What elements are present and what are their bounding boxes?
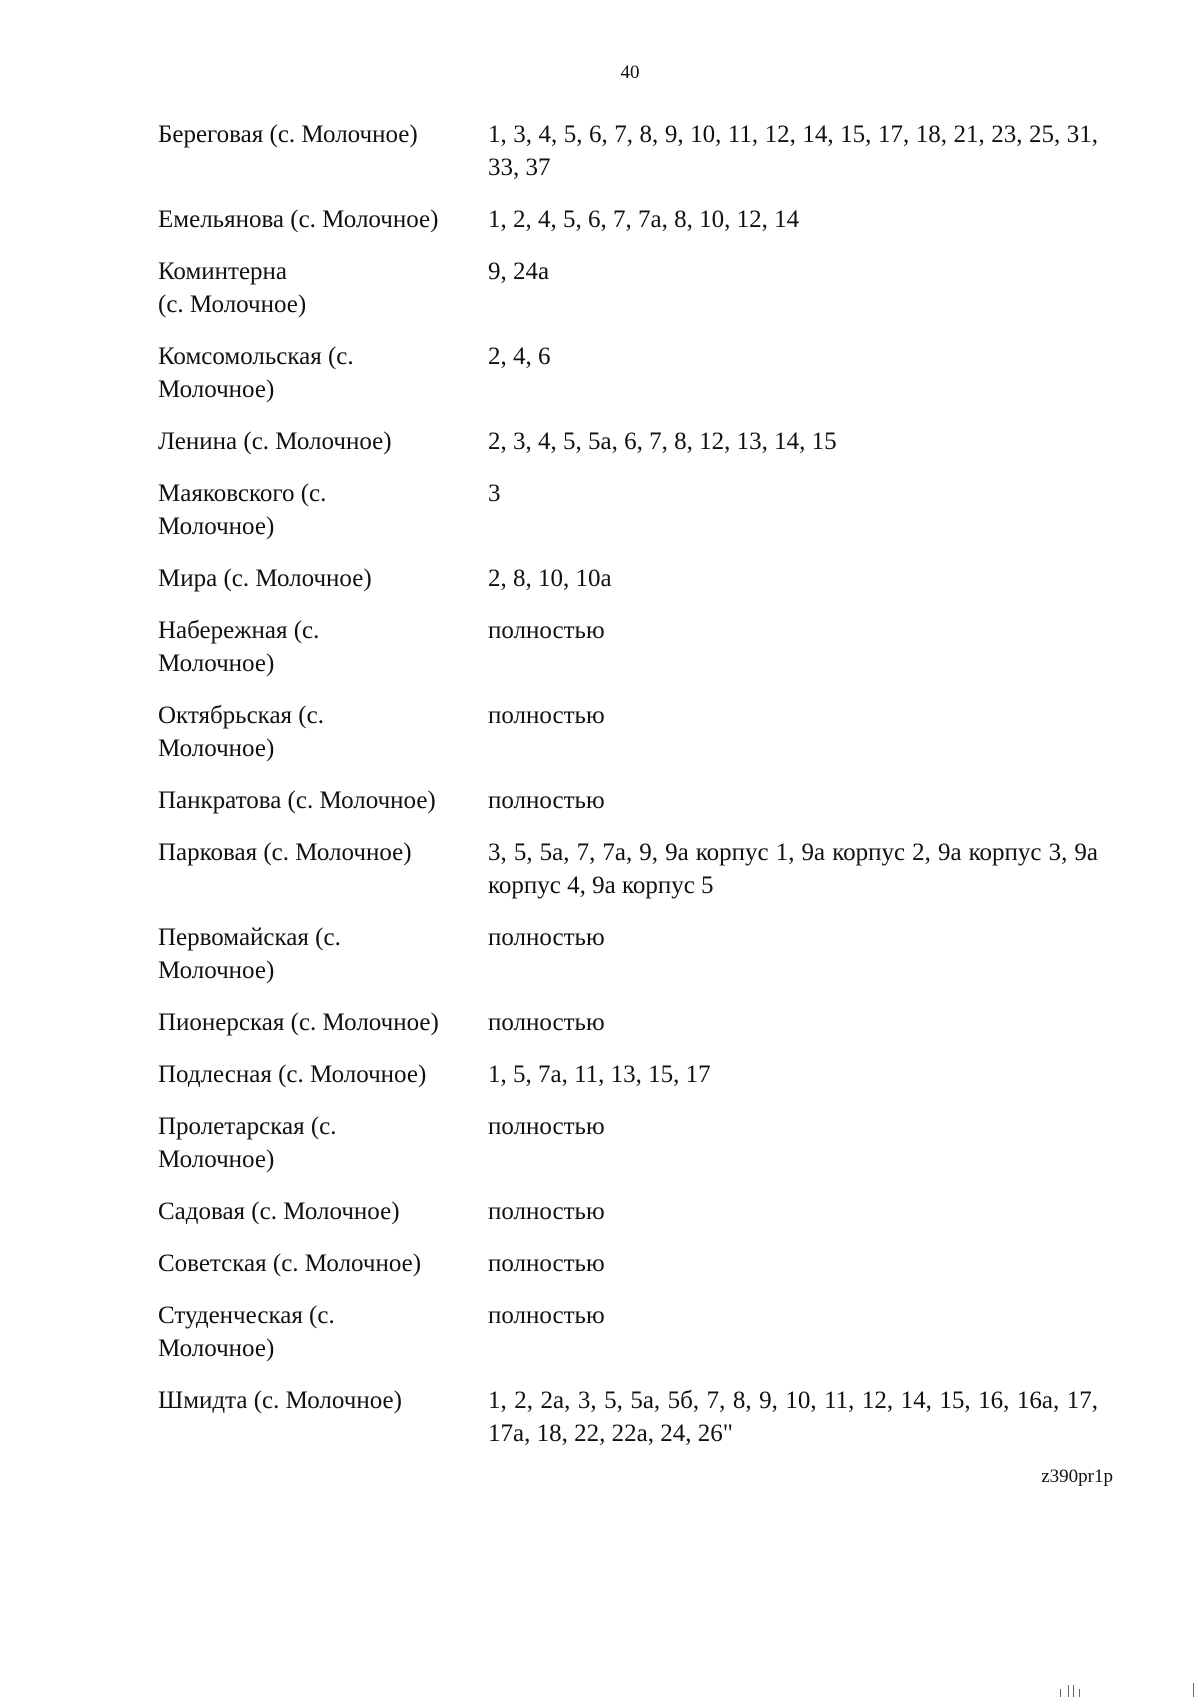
- list-item: [158, 1058, 1098, 1091]
- house-numbers: полностью: [488, 924, 605, 951]
- street-name: Шмидта (с. Молочное): [158, 1387, 402, 1414]
- list-item: [158, 118, 1098, 184]
- house-numbers: 1, 2, 4, 5, 6, 7, 7а, 8, 10, 12, 14: [488, 206, 800, 233]
- list-item: [158, 1299, 1098, 1365]
- list-item: [158, 1247, 1098, 1280]
- street-list: [158, 118, 1098, 1469]
- list-item: [158, 477, 1098, 543]
- house-numbers: полностью: [488, 1302, 605, 1329]
- street-name: Пролетарская (с. Молочное): [158, 1113, 337, 1173]
- street-name: Студенческая (с. Молочное): [158, 1302, 335, 1362]
- house-numbers: 2, 3, 4, 5, 5а, 6, 7, 8, 12, 13, 14, 15: [488, 428, 837, 455]
- house-numbers: 2, 4, 6: [488, 343, 551, 370]
- street-name: Набережная (с. Молочное): [158, 617, 320, 677]
- street-name: Мира (с. Молочное): [158, 565, 372, 592]
- street-name: Береговая (с. Молочное): [158, 121, 418, 148]
- house-numbers: 1, 5, 7а, 11, 13, 15, 17: [488, 1061, 711, 1088]
- street-name: Панкратова (с. Молочное): [158, 787, 436, 814]
- house-numbers: 1, 2, 2а, 3, 5, 5а, 5б, 7, 8, 9, 10, 11, 12, 14, 15, 16, 16а, 17, 17а, 18, 22, 22а, 24, 26": [488, 1387, 1098, 1447]
- house-numbers: полностью: [488, 1113, 605, 1140]
- list-item: [158, 784, 1098, 817]
- list-item: [158, 1195, 1098, 1228]
- list-item: [158, 425, 1098, 458]
- house-numbers: полностью: [488, 702, 605, 729]
- house-numbers: 1, 3, 4, 5, 6, 7, 8, 9, 10, 11, 12, 14, 15, 17, 18, 21, 23, 25, 31, 33, 37: [488, 121, 1098, 181]
- list-item: [158, 921, 1098, 987]
- list-item: [158, 1384, 1098, 1450]
- house-numbers: 9, 24а: [488, 258, 550, 285]
- house-numbers: 3, 5, 5а, 7, 7а, 9, 9а корпус 1, 9а корпус 2, 9а корпус 3, 9а корпус 4, 9а корпус 5: [488, 839, 1098, 899]
- street-name: Пионерская (с. Молочное): [158, 1009, 439, 1036]
- list-item: [158, 1110, 1098, 1176]
- list-item: [158, 614, 1098, 680]
- house-numbers: 2, 8, 10, 10а: [488, 565, 612, 592]
- page-number: 40: [620, 62, 640, 83]
- street-name: Комсомольская (с. Молочное): [158, 343, 354, 403]
- list-item: [158, 340, 1098, 406]
- list-item: [158, 203, 1098, 236]
- street-name: Парковая (с. Молочное): [158, 839, 412, 866]
- street-name: Емельянова (с. Молочное): [158, 206, 439, 233]
- street-name: Коминтерна (с. Молочное): [158, 258, 307, 318]
- street-name: Подлесная (с. Молочное): [158, 1061, 427, 1088]
- house-numbers: полностью: [488, 1198, 605, 1225]
- street-name: Маяковского (с. Молочное): [158, 480, 327, 540]
- house-numbers: полностью: [488, 1250, 605, 1277]
- document-code: z390pr1p: [1041, 1466, 1113, 1487]
- house-numbers: полностью: [488, 617, 605, 644]
- list-item: [158, 255, 1098, 321]
- street-name: Октябрьская (с. Молочное): [158, 702, 324, 762]
- list-item: [158, 562, 1098, 595]
- house-numbers: 3: [488, 480, 501, 507]
- street-name: Ленина (с. Молочное): [158, 428, 392, 455]
- list-item: [158, 699, 1098, 765]
- list-item: [158, 1006, 1098, 1039]
- list-item: [158, 836, 1098, 902]
- street-name: Первомайская (с. Молочное): [158, 924, 341, 984]
- street-name: Советская (с. Молочное): [158, 1250, 422, 1277]
- scan-marks: [1040, 1683, 1200, 1697]
- street-name: Садовая (с. Молочное): [158, 1198, 400, 1225]
- house-numbers: полностью: [488, 787, 605, 814]
- house-numbers: полностью: [488, 1009, 605, 1036]
